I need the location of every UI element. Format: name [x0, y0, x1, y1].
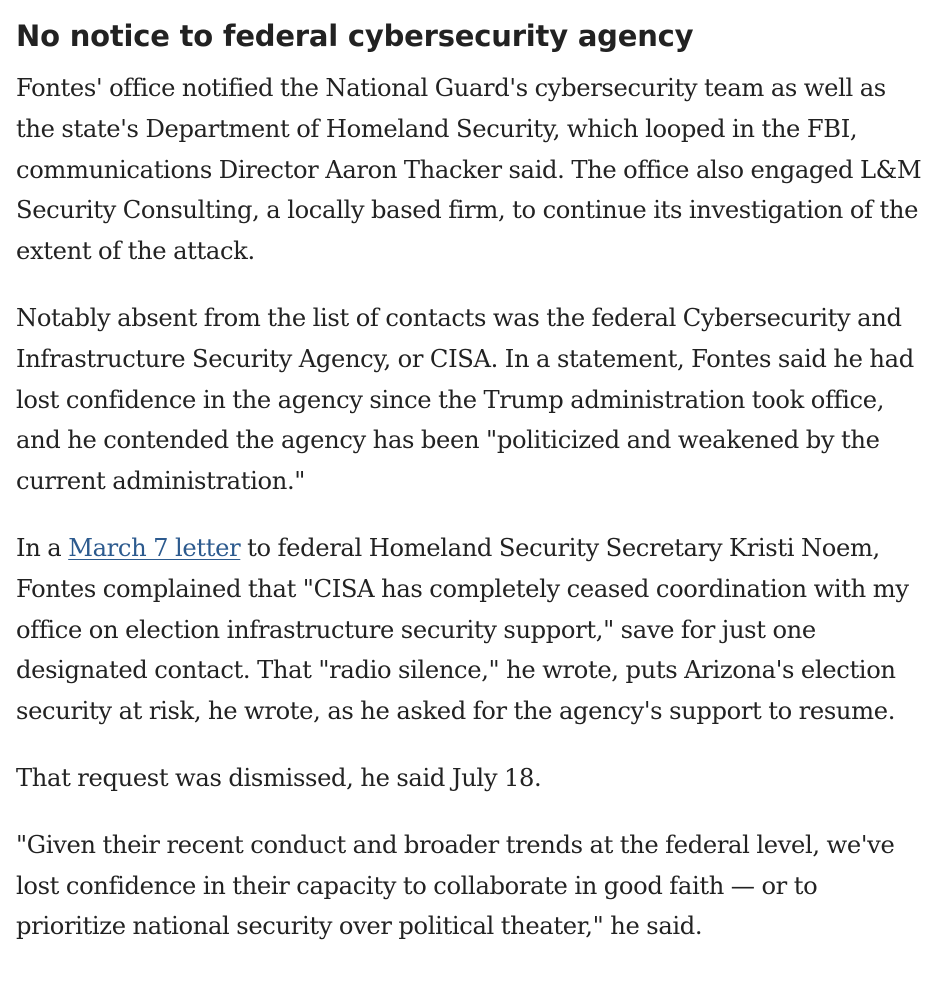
march-7-letter-link[interactable]: March 7 letter	[68, 533, 241, 562]
paragraph-3-lead: In a	[16, 533, 69, 562]
paragraph-3	[16, 528, 926, 732]
paragraph-4: That request was dismissed, he said July 18.	[16, 763, 542, 792]
paragraph-5: "Given their recent conduct and broader trends at the federal level, we've lost confidence in their capacity to collaborate in good faith — or to prioritize national security over political theater," he said.	[16, 830, 895, 941]
section-heading: No notice to federal cybersecurity agency	[16, 19, 694, 53]
paragraph-1: Fontes' office notified the National Guard's cybersecurity team as well as the state's Department of Homeland Security, which looped in the FBI, communications Director Aaron Thacker said. The office also engaged L&M Security Consulting, a locally based firm, to continue its investigation of the extent of the attack.	[16, 74, 922, 266]
paragraph-3-rest: to federal Homeland Security Secretary Kristi Noem, Fontes complained that "CISA has completely ceased coordination with my office on election infrastructure security support," save for just one designated contact. That "radio silence," he wrote, puts Arizona's election security at risk, he wrote, as he asked for the agency's support to resume.	[16, 533, 909, 726]
paragraph-2: Notably absent from the list of contacts was the federal Cybersecurity and Infrastructure Security Agency, or CISA. In a statement, Fontes said he had lost confidence in the agency since the Trump administration took office, and he contended the agency has been "politicized and weakened by the current administration."	[16, 303, 914, 496]
article-body	[16, 16, 926, 973]
